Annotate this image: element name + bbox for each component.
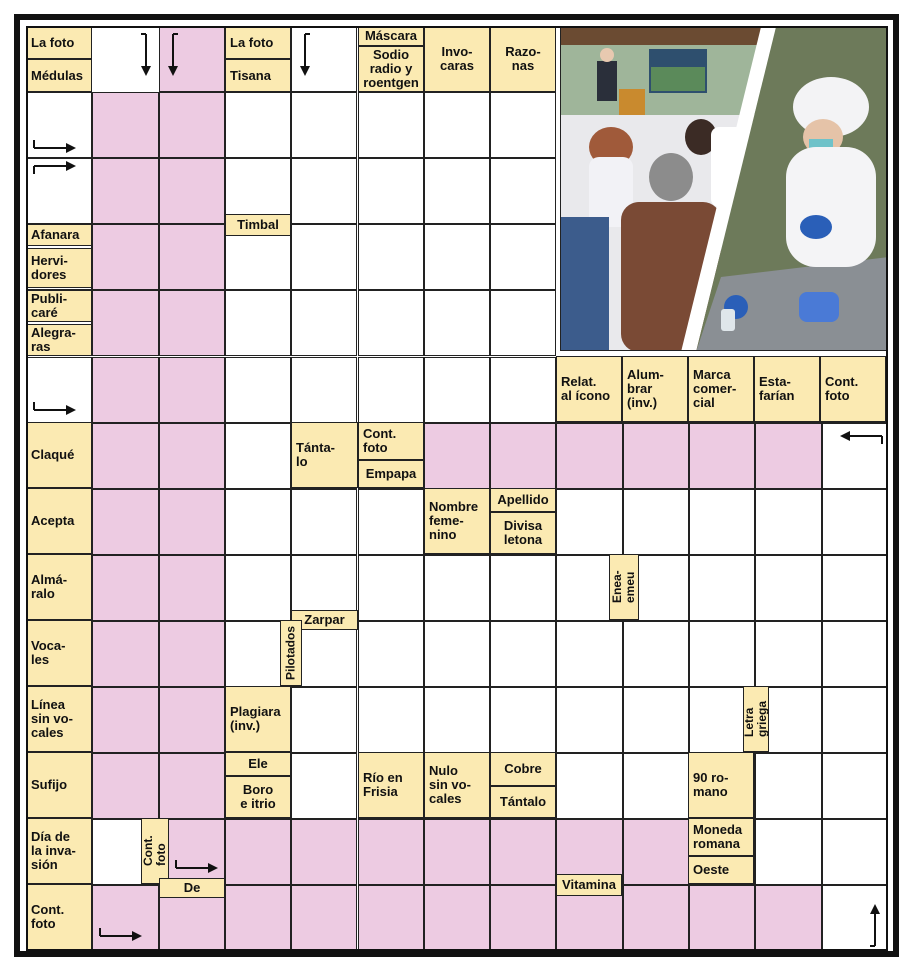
grid-cell[interactable] bbox=[755, 621, 821, 687]
grid-cell[interactable] bbox=[424, 290, 490, 356]
clue-moneda: Moneda romana bbox=[688, 818, 754, 856]
clue-marca: Marca comer- cial bbox=[688, 356, 754, 422]
grid-cell[interactable] bbox=[490, 687, 556, 753]
grid-cell[interactable] bbox=[689, 621, 755, 687]
down-arrow-icon bbox=[139, 32, 153, 83]
grid-cell bbox=[623, 423, 689, 489]
grid-cell[interactable] bbox=[623, 753, 689, 819]
grid-cell[interactable] bbox=[225, 290, 291, 356]
grid-cell[interactable] bbox=[291, 489, 357, 555]
grid-cell[interactable] bbox=[556, 489, 622, 555]
clue-divisa: Divisa letona bbox=[490, 512, 556, 554]
clue-r1c6-a: Máscara bbox=[358, 26, 424, 46]
clue-acepta: Acepta bbox=[26, 488, 92, 554]
grid-cell[interactable] bbox=[291, 753, 357, 819]
grid-cell[interactable] bbox=[424, 158, 490, 224]
clue-nulo: Nulo sin vo- cales bbox=[424, 752, 490, 818]
grid-cell bbox=[755, 423, 821, 489]
grid-cell[interactable] bbox=[556, 621, 622, 687]
clue-tantalo-b: Tántalo bbox=[490, 786, 556, 818]
grid-cell[interactable] bbox=[225, 92, 291, 158]
grid-cell[interactable] bbox=[291, 158, 357, 224]
clue-eneaemeu: Enea- emeu bbox=[609, 554, 639, 620]
clue-ele: Ele bbox=[225, 752, 291, 776]
clue-r1c6-b: Sodio radio y roentgen bbox=[358, 46, 424, 92]
clue-almaralo: Almá- ralo bbox=[26, 554, 92, 620]
down-arrow-icon bbox=[298, 32, 312, 83]
grid-cell bbox=[159, 753, 225, 819]
grid-cell[interactable] bbox=[424, 555, 490, 621]
clue-alumbrar: Alum- brar (inv.) bbox=[622, 356, 688, 422]
grid-cell[interactable] bbox=[225, 555, 291, 621]
grid-cell bbox=[92, 753, 158, 819]
clue-cobre: Cobre bbox=[490, 752, 556, 786]
right-arrow-icon bbox=[98, 926, 144, 947]
grid-cell[interactable] bbox=[358, 621, 424, 687]
grid-cell[interactable] bbox=[291, 357, 357, 423]
clue-tantalo-a: Tánta- lo bbox=[291, 422, 358, 488]
grid-cell[interactable] bbox=[490, 357, 556, 423]
grid-cell[interactable] bbox=[623, 687, 689, 753]
right-arrow-icon bbox=[32, 160, 78, 181]
clue-noventa: 90 ro- mano bbox=[688, 752, 754, 818]
clue-publicare: Publi- caré bbox=[26, 290, 92, 322]
grid-cell bbox=[689, 885, 755, 951]
grid-cell[interactable] bbox=[424, 92, 490, 158]
grid-cell[interactable] bbox=[490, 92, 556, 158]
grid-cell[interactable] bbox=[822, 687, 888, 753]
grid-cell bbox=[358, 885, 424, 951]
grid-cell[interactable] bbox=[490, 290, 556, 356]
grid-cell bbox=[159, 224, 225, 290]
grid-cell bbox=[225, 819, 291, 885]
clue-nombre: Nombre feme- nino bbox=[424, 488, 490, 554]
grid-cell[interactable] bbox=[358, 92, 424, 158]
clue-boro: Boro e itrio bbox=[225, 776, 291, 818]
grid-cell[interactable] bbox=[225, 423, 291, 489]
grid-cell[interactable] bbox=[822, 753, 888, 819]
clue-r1c8: Razo- nas bbox=[490, 26, 556, 92]
grid-cell[interactable] bbox=[490, 158, 556, 224]
clue-pilotados: Pilotados bbox=[280, 620, 302, 686]
grid-cell bbox=[623, 819, 689, 885]
clue-apellido: Apellido bbox=[490, 488, 556, 512]
grid-cell[interactable] bbox=[358, 489, 424, 555]
clue-linea: Línea sin vo- cales bbox=[26, 686, 92, 752]
grid-cell[interactable] bbox=[225, 489, 291, 555]
grid-cell[interactable] bbox=[358, 687, 424, 753]
grid-cell[interactable] bbox=[358, 357, 424, 423]
grid-cell[interactable] bbox=[358, 555, 424, 621]
clue-claque: Claqué bbox=[26, 422, 92, 488]
grid-cell bbox=[490, 423, 556, 489]
grid-cell bbox=[92, 555, 158, 621]
down-arrow-icon bbox=[166, 32, 180, 83]
clue-dia: Día de la inva- sión bbox=[26, 818, 92, 884]
grid-cell[interactable] bbox=[822, 819, 888, 885]
grid-cell[interactable] bbox=[490, 224, 556, 290]
clue-oeste: Oeste bbox=[688, 856, 754, 884]
grid-cell[interactable] bbox=[556, 753, 622, 819]
grid-cell[interactable] bbox=[755, 819, 821, 885]
clue-r1c1-a: La foto bbox=[26, 26, 92, 59]
clue-alegraras: Alegra- ras bbox=[26, 324, 92, 356]
clue-timbal: Timbal bbox=[225, 214, 291, 236]
clue-hervidores: Hervi- dores bbox=[26, 248, 92, 288]
clue-contfoto-vt: Cont. foto bbox=[141, 818, 169, 884]
grid-cell bbox=[291, 885, 357, 951]
clue-estafarian: Esta- farían bbox=[754, 356, 820, 422]
grid-cell bbox=[490, 819, 556, 885]
grid-cell bbox=[92, 357, 158, 423]
grid-cell bbox=[92, 423, 158, 489]
grid-cell[interactable] bbox=[689, 489, 755, 555]
grid-cell bbox=[755, 885, 821, 951]
grid-cell[interactable] bbox=[490, 555, 556, 621]
grid-cell bbox=[92, 687, 158, 753]
grid-cell bbox=[159, 158, 225, 224]
clue-contfoto-r7: Cont. foto bbox=[358, 422, 424, 460]
grid-cell bbox=[424, 423, 490, 489]
clue-letra: Letra griega bbox=[743, 686, 769, 752]
grid-cell bbox=[358, 819, 424, 885]
clue-empapa: Empapa bbox=[358, 460, 424, 488]
grid-cell[interactable] bbox=[755, 555, 821, 621]
grid-cell bbox=[424, 885, 490, 951]
grid-cell[interactable] bbox=[424, 621, 490, 687]
clue-de: De bbox=[159, 878, 225, 898]
grid-cell bbox=[92, 290, 158, 356]
grid-cell[interactable] bbox=[689, 555, 755, 621]
grid-cell bbox=[225, 885, 291, 951]
grid-cell[interactable] bbox=[755, 753, 821, 819]
grid-cell bbox=[159, 290, 225, 356]
right-arrow-icon bbox=[174, 858, 220, 879]
left-arrow-icon bbox=[838, 430, 884, 451]
clue-relat: Relat. al ícono bbox=[556, 356, 622, 422]
grid-cell bbox=[159, 357, 225, 423]
grid-cell bbox=[159, 92, 225, 158]
grid-cell bbox=[159, 555, 225, 621]
grid-cell bbox=[623, 885, 689, 951]
clue-zarpar: Zarpar bbox=[291, 610, 358, 630]
grid-cell bbox=[556, 423, 622, 489]
grid-cell[interactable] bbox=[424, 687, 490, 753]
grid-cell bbox=[689, 423, 755, 489]
clue-contfoto-r6: Cont. foto bbox=[820, 356, 886, 422]
clue-rio: Río en Frisia bbox=[358, 752, 424, 818]
grid-cell[interactable] bbox=[822, 489, 888, 555]
grid-cell bbox=[92, 158, 158, 224]
right-arrow-icon bbox=[32, 138, 78, 159]
grid-cell bbox=[159, 621, 225, 687]
clue-plagiara: Plagiara (inv.) bbox=[225, 686, 291, 752]
clue-afanara: Afanara bbox=[26, 224, 92, 246]
grid-cell bbox=[159, 489, 225, 555]
grid-cell[interactable] bbox=[291, 290, 357, 356]
grid-cell bbox=[92, 224, 158, 290]
clue-vocales: Voca- les bbox=[26, 620, 92, 686]
right-arrow-icon bbox=[32, 400, 78, 421]
grid-cell[interactable] bbox=[822, 555, 888, 621]
grid-cell[interactable] bbox=[424, 224, 490, 290]
grid-cell[interactable] bbox=[556, 687, 622, 753]
grid-cell[interactable] bbox=[225, 357, 291, 423]
up-arrow-icon bbox=[868, 902, 882, 953]
grid-cell[interactable] bbox=[822, 621, 888, 687]
grid-cell bbox=[92, 489, 158, 555]
grid-cell bbox=[159, 687, 225, 753]
clue-r1c7: Invo- caras bbox=[424, 26, 490, 92]
grid-cell bbox=[490, 885, 556, 951]
clue-vitamina: Vitamina bbox=[556, 874, 622, 896]
grid-cell bbox=[291, 819, 357, 885]
grid-cell[interactable] bbox=[358, 290, 424, 356]
grid-cell bbox=[424, 819, 490, 885]
clue-contfoto-r13: Cont. foto bbox=[26, 884, 92, 950]
grid-cell[interactable] bbox=[755, 489, 821, 555]
clue-r1c4-b: Tisana bbox=[225, 59, 291, 92]
grid-cell[interactable] bbox=[358, 158, 424, 224]
grid-cell[interactable] bbox=[623, 489, 689, 555]
grid-cell[interactable] bbox=[490, 621, 556, 687]
clue-sufijo: Sufijo bbox=[26, 752, 92, 818]
grid-cell[interactable] bbox=[424, 357, 490, 423]
grid-cell[interactable] bbox=[291, 92, 357, 158]
grid-cell[interactable] bbox=[291, 687, 357, 753]
grid-cell[interactable] bbox=[623, 621, 689, 687]
grid-cell[interactable] bbox=[291, 224, 357, 290]
puzzle-photo bbox=[560, 26, 888, 351]
grid-cell bbox=[92, 621, 158, 687]
clue-r1c1-b: Médulas bbox=[26, 59, 92, 92]
grid-cell bbox=[92, 92, 158, 158]
clue-r1c4-a: La foto bbox=[225, 26, 291, 59]
grid-cell bbox=[159, 423, 225, 489]
grid-cell[interactable] bbox=[358, 224, 424, 290]
